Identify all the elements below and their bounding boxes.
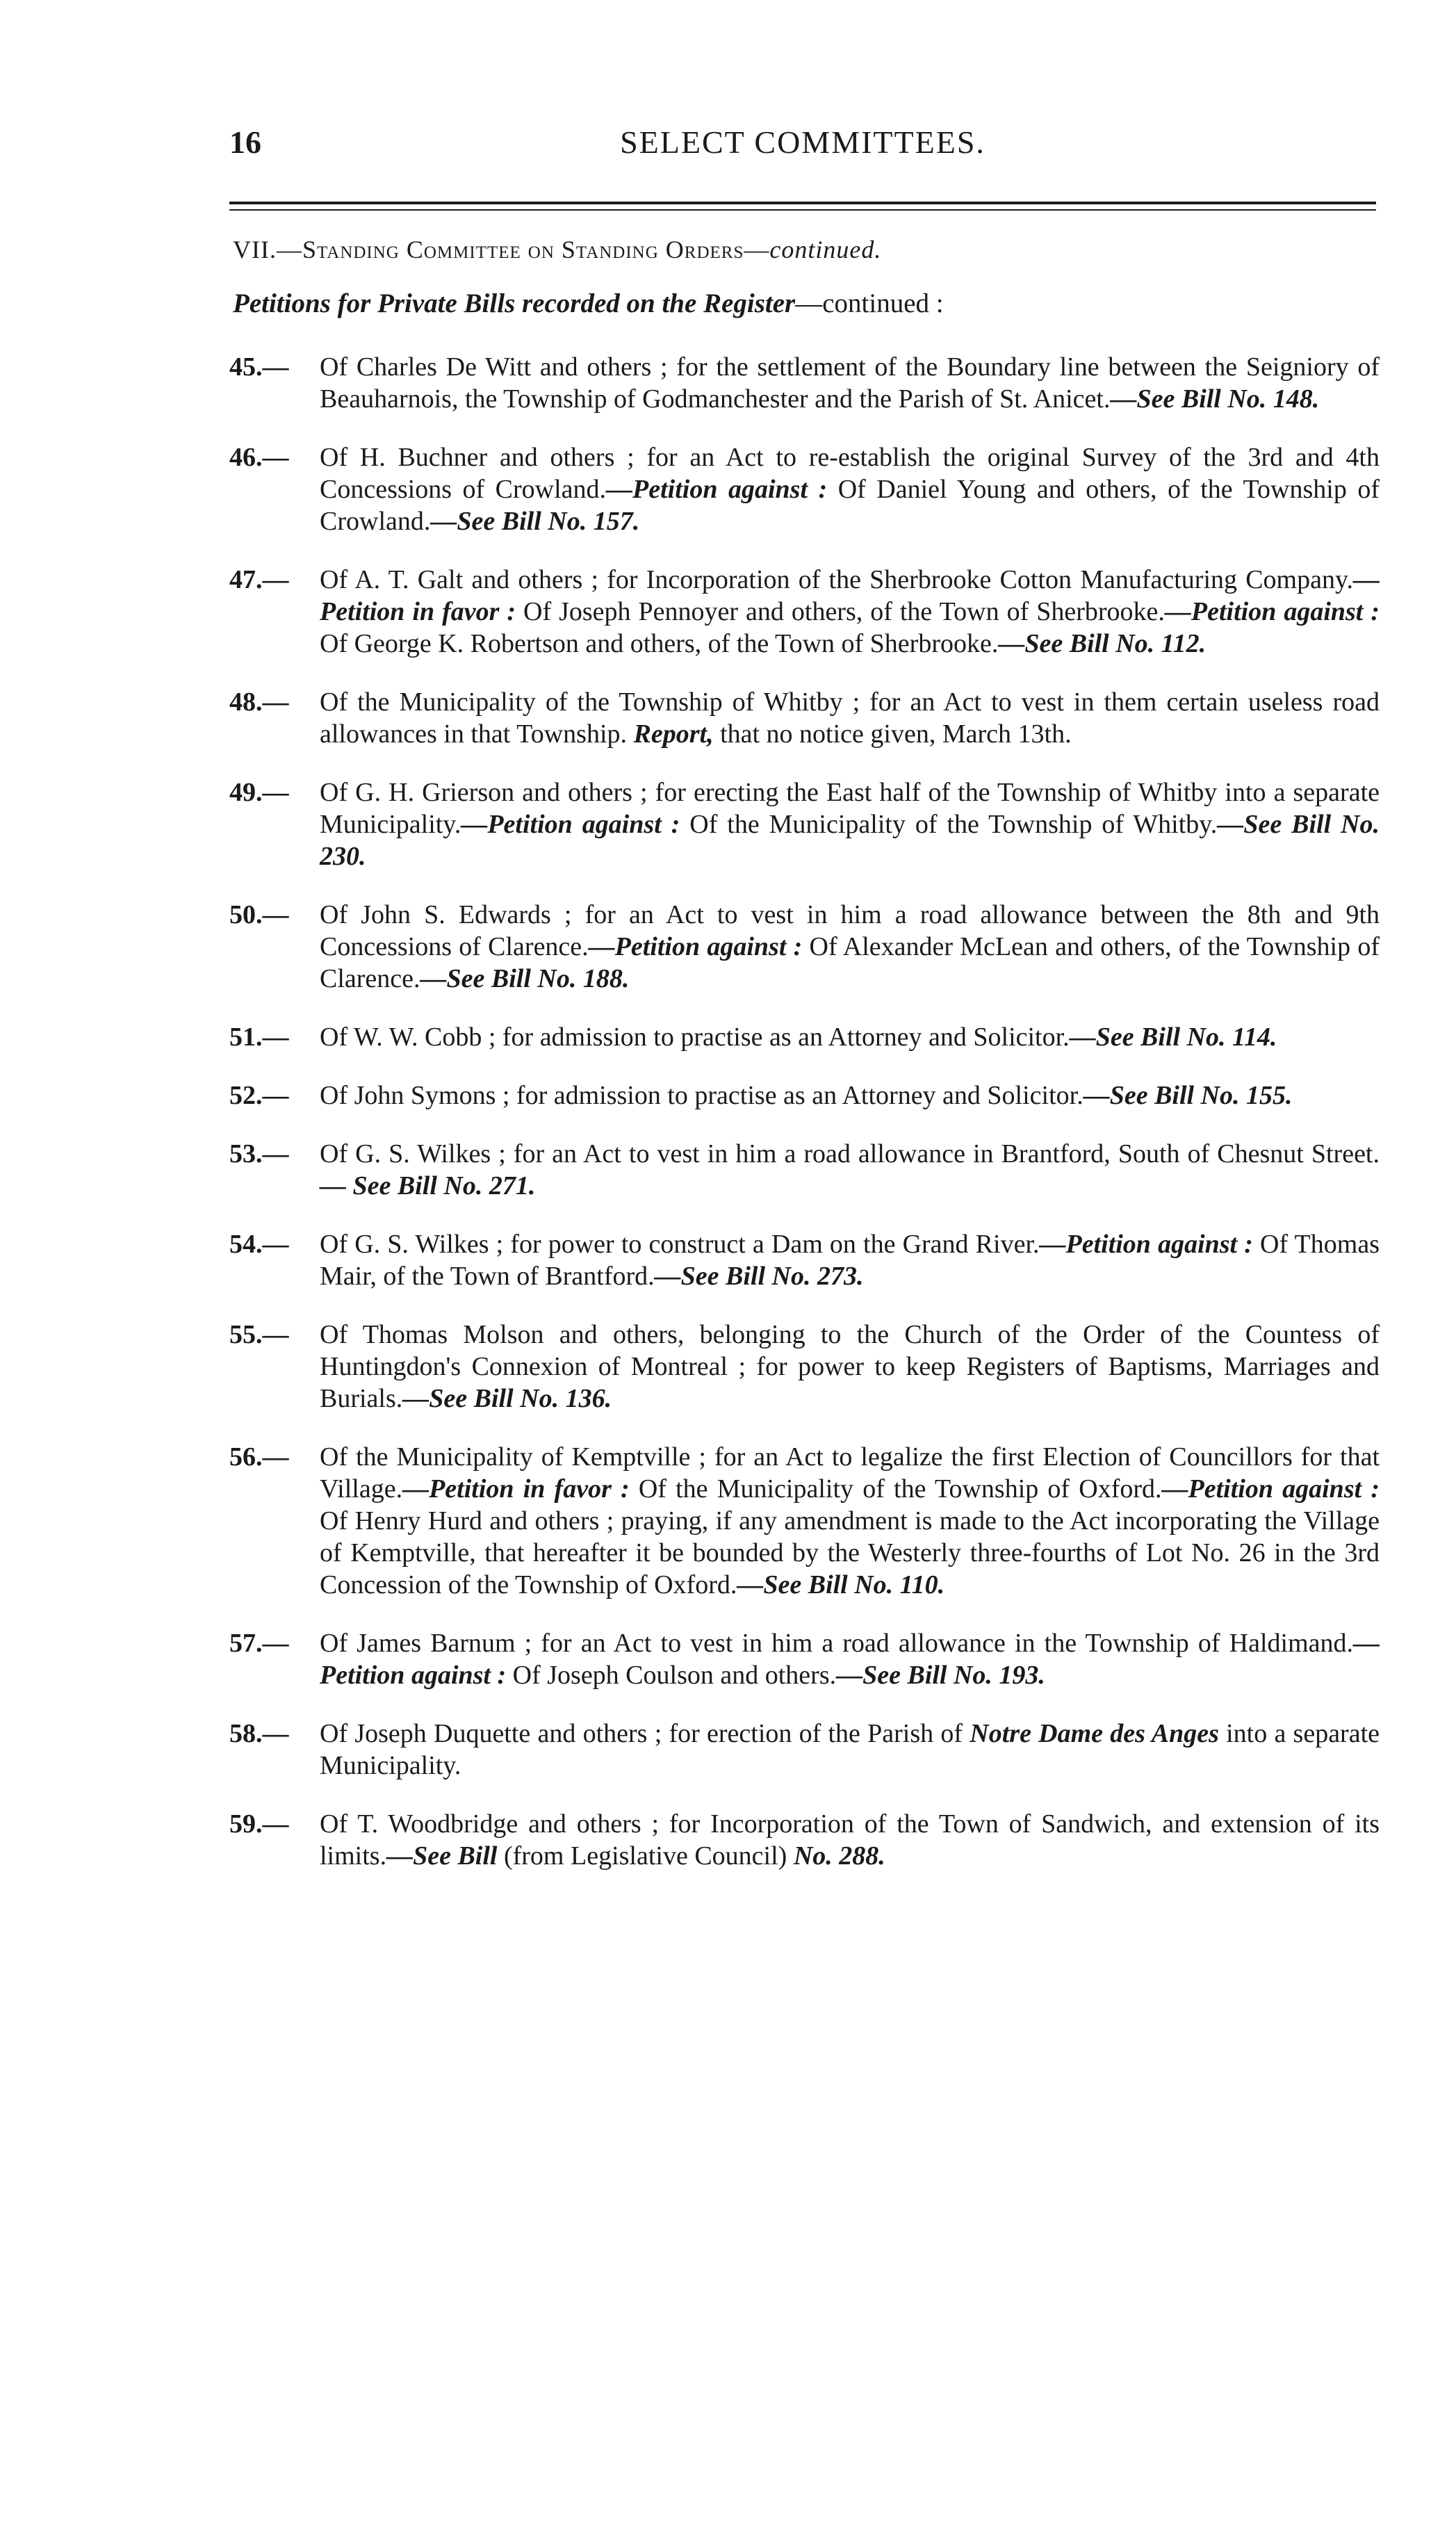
- petition-reference: —Petition against :: [1164, 597, 1380, 626]
- petition-entry: [229, 1228, 1380, 1292]
- petition-entry: [229, 1627, 1380, 1691]
- petition-reference: —See Bill No. 193.: [836, 1661, 1045, 1690]
- running-head: SELECT COMMITTEES.: [620, 124, 985, 160]
- petition-reference: —See Bill No. 155.: [1083, 1081, 1293, 1110]
- petition-text: Of Joseph Pennoyer and others, of the Town of Sherbrooke.: [516, 597, 1165, 626]
- petition-reference: —See Bill No. 114.: [1069, 1023, 1277, 1052]
- petition-reference: —See Bill No. 230.: [320, 810, 1380, 871]
- petition-number: 53.—: [229, 1139, 289, 1168]
- petition-reference: —Petition against :: [1039, 1230, 1253, 1259]
- petition-entry: [229, 1808, 1380, 1872]
- petition-text: Of John Symons ; for admission to practise as an Attorney and Solicitor.: [320, 1081, 1083, 1110]
- petition-entry: [229, 1718, 1380, 1782]
- petition-number: 51.—: [229, 1023, 289, 1052]
- petition-number: 52.—: [229, 1081, 289, 1110]
- petition-entry: [229, 1021, 1380, 1053]
- petition-reference: —See Bill No. 273.: [654, 1262, 864, 1291]
- petition-text: Of the Municipality of the Township of Whitby.: [680, 810, 1218, 839]
- petition-entry: [229, 1319, 1380, 1415]
- petition-entry: [229, 1080, 1380, 1111]
- petition-text: that no notice given, March 13th.: [713, 719, 1072, 749]
- petition-text: into a separate Municipality.: [320, 1719, 1380, 1780]
- petition-reference: —Petition in favor :: [402, 1474, 630, 1504]
- petition-text: Of G. S. Wilkes ; for power to construct a Dam on the Grand River.: [320, 1230, 1040, 1259]
- petition-reference: — See Bill No. 271.: [320, 1171, 536, 1200]
- section-heading-text: VII.—Standing Committee on Standing Orders—: [233, 236, 770, 263]
- petition-number: 59.—: [229, 1809, 289, 1839]
- page-header: [229, 124, 1376, 172]
- petition-reference: Report,: [633, 719, 714, 749]
- petition-number: 45.—: [229, 352, 289, 382]
- petition-number: 58.—: [229, 1719, 289, 1748]
- petition-text: Of Daniel Young and others, of the Township of Crowland.: [320, 475, 1380, 536]
- petition-entry: [229, 351, 1380, 415]
- petition-entry: [229, 1441, 1380, 1601]
- section-heading-continued: continued.: [769, 236, 882, 263]
- petition-text: Of A. T. Galt and others ; for Incorporation of the Sherbrooke Cotton Manufacturing Company.: [320, 565, 1353, 594]
- petition-text: Of Joseph Duquette and others ; for erection of the Parish of: [320, 1719, 970, 1748]
- petition-text: Of G. H. Grierson and others ; for erecting the East half of the Township of Whitby into a separate Municipality.: [320, 778, 1380, 839]
- petition-number: 54.—: [229, 1230, 289, 1259]
- petition-text: Of G. S. Wilkes ; for an Act to vest in him a road allowance in Brantford, South of Chesnut Street.: [320, 1139, 1380, 1168]
- header-rule-thick: [229, 202, 1376, 204]
- petition-reference: —See Bill No. 188.: [420, 964, 630, 993]
- petition-number: 55.—: [229, 1320, 289, 1349]
- petition-entry: [229, 1138, 1380, 1202]
- section-heading: [233, 235, 881, 264]
- petition-entry: [229, 899, 1380, 995]
- petition-text: Of James Barnum ; for an Act to vest in him a road allowance in the Township of Haldimand.: [320, 1629, 1353, 1658]
- petition-text: Of George K. Robertson and others, of the Town of Sherbrooke.: [320, 629, 999, 658]
- petition-reference: —See Bill No. 110.: [737, 1570, 945, 1599]
- petition-reference: —See Bill No. 157.: [430, 507, 640, 536]
- petition-text: Of the Municipality of the Township of Oxford.: [629, 1474, 1162, 1504]
- petition-text: Of H. Buchner and others ; for an Act to re-establish the original Survey of the 3rd and 4th Concessions of Crowland.: [320, 443, 1380, 504]
- petition-text: Of T. Woodbridge and others ; for Incorporation of the Town of Sandwich, and extension of its limits.: [320, 1809, 1380, 1871]
- petition-number: 49.—: [229, 778, 289, 807]
- petition-text: Of Alexander McLean and others, of the Township of Clarence.: [320, 932, 1380, 993]
- petition-reference: —See Bill No. 112.: [998, 629, 1206, 658]
- petition-number: 47.—: [229, 565, 289, 594]
- petition-text: Of Henry Hurd and others ; praying, if any amendment is made to the Act incorporating the Village of Kemptville, that hereafter it be bounded by the Westerly three-fourths of Lot No. 26 in the 3rd Concession of the Township of Oxford.: [320, 1506, 1380, 1599]
- subheading: [233, 288, 944, 319]
- petition-reference: —See Bill No. 148.: [1110, 384, 1320, 414]
- petition-number: 57.—: [229, 1629, 289, 1658]
- petition-text: Of Thomas Molson and others, belonging to the Church of the Order of the Countess of Huntingdon's Connexion of Montreal ; for power to keep Registers of Baptisms, Marriages and Burials.: [320, 1320, 1380, 1413]
- petition-reference: —See Bill: [386, 1841, 498, 1871]
- petition-reference: —Petition against :: [606, 475, 828, 504]
- petition-reference: —Petition against :: [461, 810, 680, 839]
- petition-number: 48.—: [229, 687, 289, 717]
- page-number: 16: [229, 124, 261, 160]
- petition-entry: [229, 776, 1380, 872]
- petition-text: Of Charles De Witt and others ; for the settlement of the Boundary line between the Seigniory of Beauharnois, the Township of Godmanchester and the Parish of St. Anicet.: [320, 352, 1380, 414]
- petition-entry: [229, 686, 1380, 750]
- petition-entry: [229, 441, 1380, 537]
- petition-text: Of W. W. Cobb ; for admission to practise as an Attorney and Solicitor.: [320, 1023, 1070, 1052]
- petition-text: Of John S. Edwards ; for an Act to vest in him a road allowance between the 8th and 9th Concessions of Clarence.: [320, 900, 1380, 961]
- petition-text: Of Thomas Mair, of the Town of Brantford.: [320, 1230, 1380, 1291]
- petition-reference: —Petition against :: [588, 932, 803, 961]
- petition-number: 56.—: [229, 1442, 289, 1472]
- petition-reference: —Petition against :: [320, 1629, 1380, 1690]
- subheading-italic: Petitions for Private Bills recorded on the Register: [233, 288, 796, 318]
- petition-reference: —Petition against :: [1161, 1474, 1380, 1504]
- petition-number: 46.—: [229, 443, 289, 472]
- header-rule-thin: [229, 209, 1376, 211]
- petition-entry: [229, 564, 1380, 660]
- petition-reference: Notre Dame des Anges: [970, 1719, 1219, 1748]
- petition-list: [229, 351, 1380, 1898]
- petition-text: Of the Municipality of the Township of Whitby ; for an Act to vest in them certain useless road allowances in that Township.: [320, 687, 1380, 749]
- petition-reference: No. 288.: [793, 1841, 885, 1871]
- petition-text: Of Joseph Coulson and others.: [506, 1661, 837, 1690]
- petition-reference: —Petition in favor :: [320, 565, 1380, 626]
- petition-text: Of the Municipality of Kemptville ; for an Act to legalize the first Election of Councillors for that Village.: [320, 1442, 1380, 1504]
- petition-number: 50.—: [229, 900, 289, 929]
- petition-text: (from Legislative Council): [497, 1841, 794, 1871]
- subheading-rest: —continued :: [795, 288, 944, 318]
- petition-reference: —See Bill No. 136.: [402, 1384, 612, 1413]
